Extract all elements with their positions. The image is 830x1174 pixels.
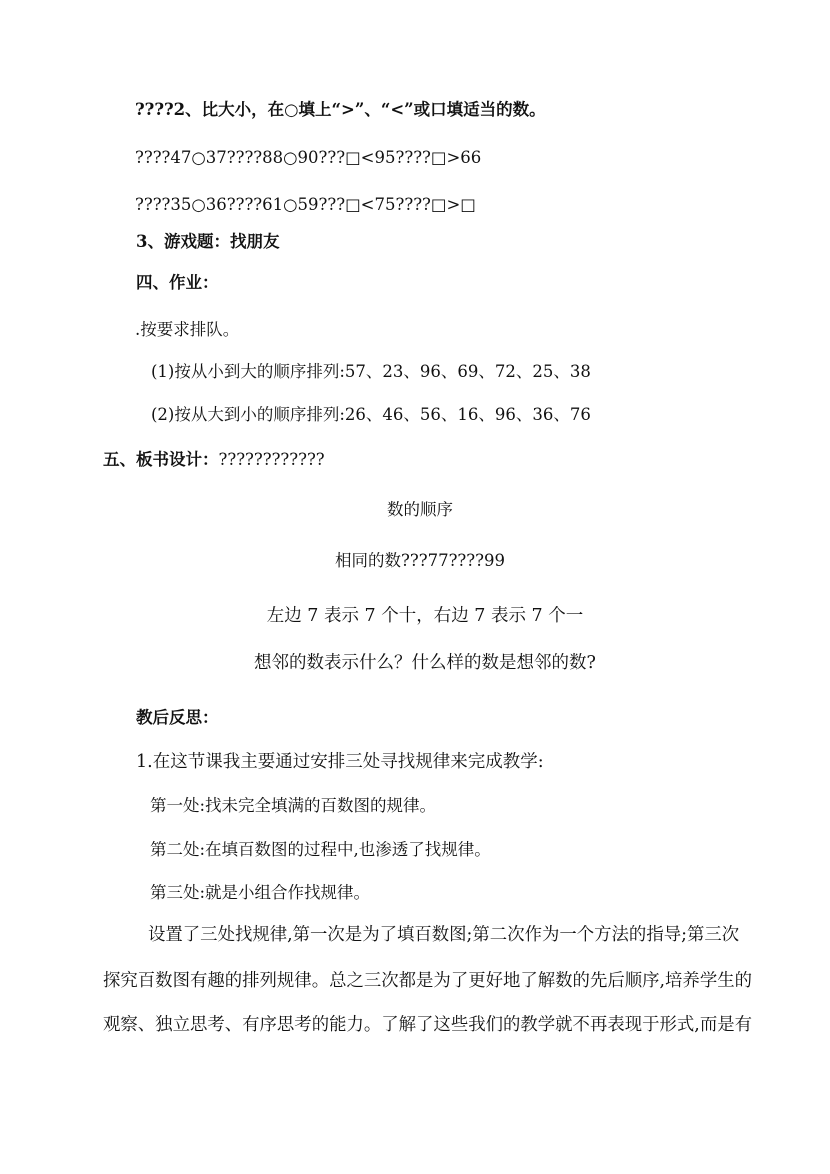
section-4-heading: 四、作业： <box>136 273 219 292</box>
reflection-2: 第一处:找未完全填满的百数图的规律。 <box>150 796 437 815</box>
question-3-title: 3、游戏题：找朋友 <box>136 232 280 251</box>
paragraph-line-3: 观察、独立思考、有序思考的能力。了解了这些我们的教学就不再表现于形式,而是有 <box>103 1015 752 1035</box>
paragraph-line-2: 探究百数图有趣的排列规律。总之三次都是为了更好地了解数的先后顺序,培养学生的 <box>103 971 752 991</box>
board-title: 数的顺序 <box>387 500 453 519</box>
question-2-row-2: ????35○36????61○59???□<75????□>□ <box>135 195 476 214</box>
reflection-1: 1.在这节课我主要通过安排三处寻找规律来完成教学: <box>136 752 544 772</box>
question-2-title: ????2、比大小，在○填上“>”、“<”或口填适当的数。 <box>135 100 546 119</box>
question-2-row-1: ????47○37????88○90???□<95????□>66 <box>135 148 482 167</box>
homework-item-2: (2)按从大到小的顺序排列:26、46、56、16、96、36、76 <box>151 405 591 424</box>
reflection-heading: 教后反思： <box>136 708 219 727</box>
section-5-placeholder: ???????????? <box>218 450 325 469</box>
reflection-4: 第三处:就是小组合作找规律。 <box>150 883 371 902</box>
homework-item-1: (1)按从小到大的顺序排列:57、23、96、69、72、25、38 <box>151 362 591 381</box>
homework-intro: .按要求排队。 <box>135 320 240 339</box>
paragraph-line-1: 设置了三处找规律,第一次是为了填百数图;第二次作为一个方法的指导;第三次 <box>148 925 740 945</box>
reflection-3: 第二处:在填百数图的过程中,也渗透了找规律。 <box>150 840 491 859</box>
board-line-3: 想邻的数表示什么？什么样的数是想邻的数? <box>254 653 596 673</box>
board-line-2: 左边 7 表示 7 个十，右边 7 表示 7 个一 <box>266 606 584 626</box>
section-5-label: 五、板书设计： <box>103 450 219 469</box>
section-5-heading <box>103 449 325 471</box>
board-line-1: 相同的数???77????99 <box>335 551 505 570</box>
